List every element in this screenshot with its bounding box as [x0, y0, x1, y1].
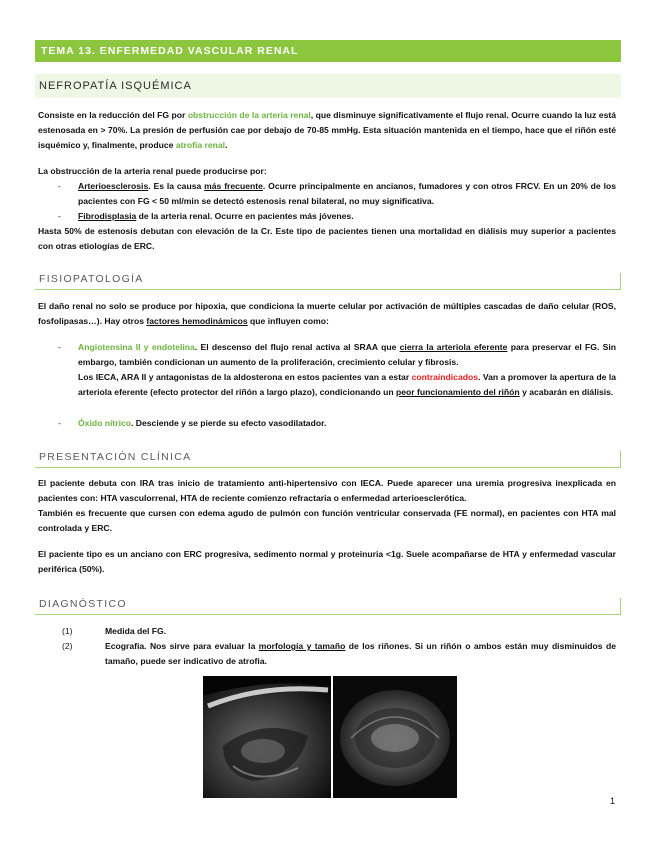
section-heading-diagnostico: DIAGNÓSTICO [35, 598, 621, 615]
section-heading-fisiopatologia: FISIOPATOLOGÍA [35, 273, 621, 290]
list-item-ecografia: Ecografía. Nos sirve para evaluar la morfología y tamaño de los riñones. Si un riñón o ambos están muy disminuidos de tamaño, puede ser indicativo de atrofia. [105, 641, 616, 666]
section-heading-presentacion: PRESENTACIÓN CLÍNICA [35, 451, 621, 468]
paragraph-patient-type: El paciente tipo es un anciano con ERC progresiva, sedimento normal y proteinuria <1g. Suele acompañarse de HTA y enfermedad vascular periférica (50%). [38, 549, 616, 574]
paragraph-edema: También es frecuente que cursen con edema agudo de pulmón con función ventricular conservada (FE normal), en pacientes con HTA mal controlada y ERC. [38, 508, 616, 533]
list-bullet: - [58, 342, 61, 352]
document-title: TEMA 13. ENFERMEDAD VASCULAR RENAL [35, 40, 621, 62]
list-item-angiotensina: Angiotensina II y endotelina. El descenso del flujo renal activa al SRAA que cierra la arteriola eferente para preservar el FG. Sin embargo, también condicionan un aumento de la proliferación, crecimiento celular y fibrosis. Los IECA, ARA II y antagonistas de la aldosterona en estos pacientes van a estar contraindicados. Van a promover la apertura de la arteriola eferente (efecto protector del riñón a largo plazo), condicionando un peor funcionamiento del riñón y acabarán en diálisis. [78, 342, 616, 397]
section-heading-nefropatia: NEFROPATÍA ISQUÉMICA [35, 74, 621, 98]
list-bullet: - [58, 181, 61, 191]
paragraph-debut: El paciente debuta con IRA tras inicio de tratamiento anti-hipertensivo con IECA. Puede aparecer una uremia progresiva inexplicada en pacientes con: HTA vasculorrenal, HTA de reciente comienzo refractaria o enfermedad arterioesclerótica. [38, 478, 616, 503]
paragraph-causes-intro: La obstrucción de la arteria renal puede producirse por: [38, 166, 267, 176]
list-number: (1) [62, 626, 73, 636]
paragraph-hemodynamic: El daño renal no solo se produce por hipoxia, que condiciona la muerte celular por activación de múltiples cascadas de daño celular (ROS, fosfolipasas…). Hay otros factores hemodinámicos que influyen como: [38, 301, 616, 326]
paragraph-mortality: Hasta 50% de estenosis debutan con elevación de la Cr. Este tipo de pacientes tienen una mortalidad en diálisis muy superior a pacientes con otras etiologías de ERC. [38, 226, 616, 251]
page-number: 1 [609, 796, 615, 806]
list-item-oxido-nitrico: Óxido nítrico. Desciende y se pierde su efecto vasodilatador. [78, 418, 327, 428]
list-item-fibrodisplasia: Fibrodisplasia de la arteria renal. Ocurre en pacientes más jóvenes. [78, 211, 354, 221]
ultrasound-image-left [203, 676, 331, 798]
list-bullet: - [58, 418, 61, 428]
list-bullet: - [58, 211, 61, 221]
list-item-arterioesclerosis: Arterioesclerosis. Es la causa más frecuente. Ocurre principalmente en ancianos, fumadores y con otros FRCV. En un 20% de los pacientes con FG < 50 ml/min se detectó estenosis renal bilateral, no muy significativa. [78, 181, 616, 206]
list-number: (2) [62, 641, 73, 651]
ultrasound-image-right [333, 676, 457, 798]
list-item-fg: Medida del FG. [105, 626, 167, 636]
paragraph-definition: Consiste en la reducción del FG por obstrucción de la arteria renal, que disminuye significativamente el flujo renal. Ocurre cuando la luz está estenosada en > 70%. La presión de perfusión cae por debajo de 70-85 mmHg. Esta situación mantenida en el tiempo, hace que el riñón esté isquémico y, finalmente, produce atrofia renal. [38, 110, 616, 150]
